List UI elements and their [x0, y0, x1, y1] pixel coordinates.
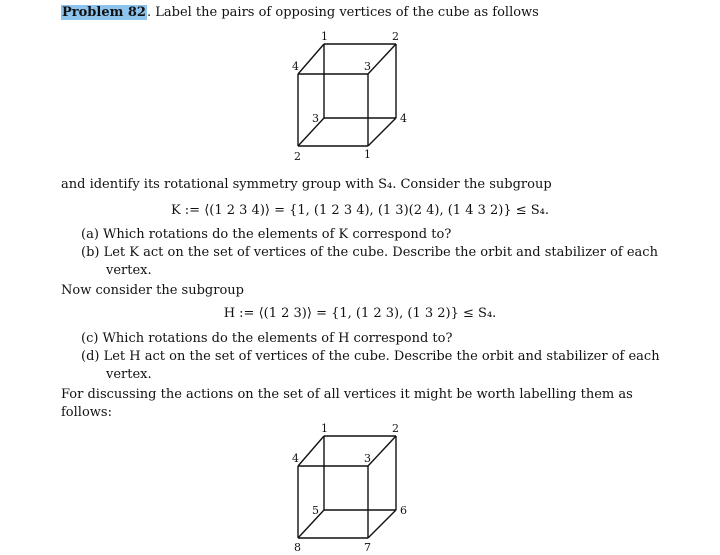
labelling-text-line1: For discussing the actions on the set of all vertices it might be worth labelling them as	[61, 387, 633, 402]
cube2-vertex-label: 6	[400, 504, 407, 517]
question-b-line2: vertex.	[106, 263, 152, 278]
cube2-vertex-label: 8	[294, 541, 301, 554]
labelling-text-line2: follows:	[61, 405, 112, 420]
cube2-vertex-label: 5	[312, 504, 319, 517]
cube1-vertex-label: 4	[400, 112, 407, 125]
cube2-vertex-label: 4	[292, 452, 299, 465]
problem-number: Problem 82	[62, 5, 146, 20]
question-a: (a) Which rotations do the elements of K correspond to?	[81, 227, 452, 242]
cube-diagram-opposing-pairs	[280, 28, 420, 168]
cube2-vertex-label: 3	[364, 452, 371, 465]
question-c: (c) Which rotations do the elements of H correspond to?	[81, 331, 453, 346]
problem-heading-line	[61, 5, 539, 21]
cube2-vertex-label: 7	[364, 541, 371, 554]
question-d-line1: (d) Let H act on the set of vertices of the cube. Describe the orbit and stabilizer of each	[81, 349, 660, 364]
subgroup-k-definition: K := ⟨(1 2 3 4)⟩ = {1, (1 2 3 4), (1 3)(2 4), (1 4 3 2)} ≤ S₄.	[170, 203, 550, 218]
subgroup-h-definition: H := ⟨(1 2 3)⟩ = {1, (1 2 3), (1 3 2)} ≤ S₄.	[223, 306, 497, 321]
cube1-vertex-label: 1	[364, 148, 371, 161]
question-d-line2: vertex.	[106, 367, 152, 382]
question-b-line1: (b) Let K act on the set of vertices of the cube. Describe the orbit and stabilizer of each	[81, 245, 658, 260]
cube-diagram-all-vertices	[280, 420, 420, 555]
cube2-vertex-label: 1	[321, 422, 328, 435]
problem-intro: . Label the pairs of opposing vertices of the cube as follows	[146, 5, 539, 20]
cube1-vertex-label: 2	[294, 150, 301, 163]
cube1-vertex-label: 3	[312, 112, 319, 125]
now-consider-text: Now consider the subgroup	[61, 283, 244, 298]
cube1-vertex-label: 3	[364, 60, 371, 73]
cube1-vertex-label: 1	[321, 30, 328, 43]
identify-text: and identify its rotational symmetry group with S₄. Consider the subgroup	[61, 177, 552, 192]
cube1-vertex-label: 2	[392, 30, 399, 43]
cube1-vertex-label: 4	[292, 60, 299, 73]
cube2-vertex-label: 2	[392, 422, 399, 435]
